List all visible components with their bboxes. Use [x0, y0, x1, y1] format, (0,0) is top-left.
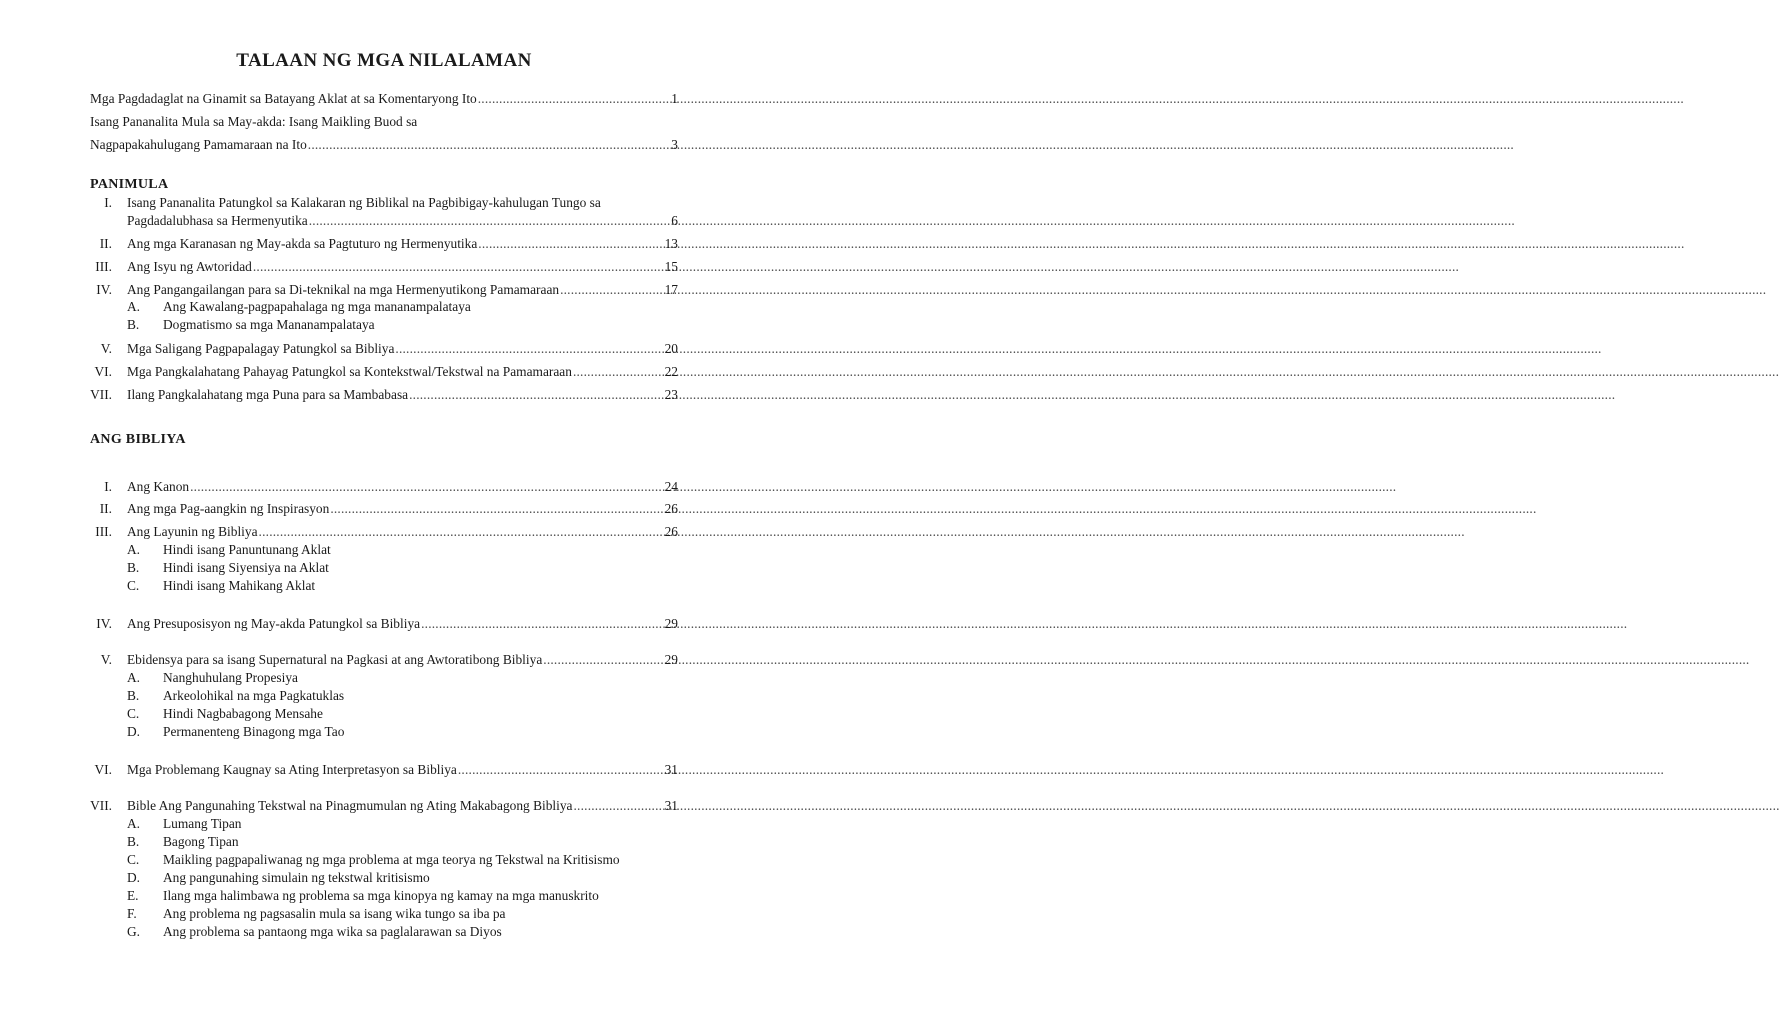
toc-entry-text: Ang mga Pag-aangkin ng Inspirasyon — [127, 501, 330, 516]
toc-sub-entry: Dogmatismo sa mga Mananampalataya — [163, 317, 375, 332]
toc-entry-panimula-7 — [127, 386, 678, 404]
toc-sub-letter: C. — [127, 852, 140, 867]
toc-sub-entry: Ang pangunahing simulain ng tekstwal kritisismo — [163, 870, 430, 885]
toc-item-number: II. — [99, 501, 112, 516]
toc-item-number: V. — [100, 341, 112, 356]
toc-page-number: 31 — [664, 798, 678, 813]
toc-page-number: 26 — [664, 524, 678, 539]
toc-entry-text: Mga Pagdadaglat na Ginamit sa Batayang Aklat at sa Komentaryong Ito — [90, 91, 477, 106]
toc-item-number: III. — [95, 259, 112, 274]
toc-entry-bibliya-1 — [127, 478, 678, 496]
toc-entry-panimula-6 — [127, 363, 678, 381]
toc-sub-entry: Permanenteng Binagong mga Tao — [163, 724, 345, 739]
dot-leader — [309, 212, 665, 230]
dot-leader — [478, 235, 663, 253]
section-heading-bibliya: ANG BIBLIYA — [90, 432, 186, 447]
toc-sub-entry: Ilang mga halimbawa ng problema sa mga kinopya ng kamay na mga manuskrito — [163, 888, 599, 903]
toc-sub-entry: Ang problema sa pantaong mga wika sa paglalarawan sa Diyos — [163, 924, 502, 939]
toc-page-number: 6 — [671, 213, 678, 228]
dot-leader — [253, 258, 664, 276]
toc-entry-bibliya-2 — [127, 500, 678, 518]
toc-entry-text: Ang Layunin ng Bibliya — [127, 524, 258, 539]
toc-entry-text: Ebidensya para sa isang Supernatural na Pagkasi at ang Awtoratibong Bibliya — [127, 652, 543, 667]
toc-sub-letter: C. — [127, 578, 140, 593]
document-page — [0, 0, 768, 1024]
toc-entry-text: Mga Pangkalahatang Pahayag Patungkol sa Kontekstwal/Tekstwal na Pamamaraan — [127, 364, 572, 379]
toc-item-number: I. — [104, 195, 112, 210]
toc-entry-panimula-3 — [127, 258, 678, 276]
toc-sub-letter: F. — [127, 906, 137, 921]
toc-sub-letter: D. — [127, 870, 141, 885]
toc-sub-entry: Nanghuhulang Propesiya — [163, 670, 298, 685]
dot-leader — [409, 386, 664, 404]
dot-leader — [190, 478, 664, 496]
toc-entry-panimula-1 — [127, 212, 678, 230]
toc-entry-text: Mga Saligang Pagpapalagay Patungkol sa Bibliya — [127, 341, 395, 356]
toc-sub-letter: A. — [127, 542, 141, 557]
toc-sub-letter: A. — [127, 670, 141, 685]
dot-leader — [259, 523, 664, 541]
dot-leader — [308, 136, 665, 154]
toc-entry-text: Ang Kanon — [127, 479, 190, 494]
toc-entry-bibliya-7 — [127, 797, 678, 815]
dot-leader — [395, 340, 663, 358]
toc-item-number: V. — [100, 652, 112, 667]
dot-leader — [560, 281, 664, 299]
section-heading-panimula: PANIMULA — [90, 177, 169, 192]
toc-entry-panimula-4 — [127, 281, 678, 299]
toc-sub-letter: B. — [127, 834, 140, 849]
toc-entry-foreword — [90, 136, 678, 154]
toc-page-number: 31 — [664, 762, 678, 777]
toc-page-number: 3 — [671, 137, 678, 152]
toc-entry-text: Ang Presuposisyon ng May-akda Patungkol sa Bibliya — [127, 616, 421, 631]
dot-leader — [573, 363, 664, 381]
toc-item-number: VI. — [94, 364, 112, 379]
toc-sub-entry: Hindi isang Siyensiya na Aklat — [163, 560, 329, 575]
toc-sub-letter: C. — [127, 706, 140, 721]
toc-entry-text: Ang Isyu ng Awtoridad — [127, 259, 252, 274]
toc-item-number: III. — [95, 524, 112, 539]
page-title: TALAAN NG MGA NILALAMAN — [236, 50, 532, 71]
toc-page-number: 29 — [664, 652, 678, 667]
toc-sub-letter: A. — [127, 299, 141, 314]
toc-entry-foreword-line1: Isang Pananalita Mula sa May-akda: Isang Maikling Buod sa — [90, 114, 418, 129]
toc-entry-bibliya-3 — [127, 523, 678, 541]
dot-leader — [478, 90, 665, 108]
toc-entry-bibliya-4 — [127, 615, 678, 633]
toc-sub-entry: Arkeolohikal na mga Pagkatuklas — [163, 688, 345, 703]
toc-sub-entry: Ang Kawalang-pagpapahalaga ng mga mananampalataya — [163, 299, 471, 314]
toc-entry-text: Nagpapakahulugang Pamamaraan na Ito — [90, 137, 307, 152]
toc-sub-letter: B. — [127, 560, 140, 575]
toc-entry-text: Ilang Pangkalahatang mga Puna para sa Mambabasa — [127, 387, 409, 402]
toc-page-number: 29 — [664, 616, 678, 631]
toc-sub-entry: Hindi isang Mahikang Aklat — [163, 578, 316, 593]
toc-sub-entry: Ang problema ng pagsasalin mula sa isang wika tungo sa iba pa — [163, 906, 506, 921]
toc-entry-text: Ang mga Karanasan ng May-akda sa Pagtuturo ng Hermenyutika — [127, 236, 478, 251]
toc-page-number: 15 — [664, 259, 678, 274]
toc-page-number: 13 — [664, 236, 678, 251]
toc-page-number: 23 — [664, 387, 678, 402]
dot-leader — [421, 615, 664, 633]
dot-leader — [574, 797, 664, 815]
toc-page-number: 20 — [664, 341, 678, 356]
toc-sub-letter: B. — [127, 317, 140, 332]
toc-item-number: IV. — [96, 282, 112, 297]
toc-item-number: VII. — [90, 798, 112, 813]
toc-entry-text: Mga Problemang Kaugnay sa Ating Interpretasyon sa Bibliya — [127, 762, 457, 777]
toc-item-number: I. — [104, 479, 112, 494]
toc-entry-bibliya-6 — [127, 761, 678, 779]
toc-sub-entry: Maikling pagpapaliwanag ng mga problema at mga teorya ng Tekstwal na Kritisismo — [163, 852, 620, 867]
toc-sub-entry: Bagong Tipan — [163, 834, 239, 849]
toc-item-number: VI. — [94, 762, 112, 777]
toc-entry-text: Bible Ang Pangunahing Tekstwal na Pinagmumulan ng Ating Makabagong Bibliya — [127, 798, 573, 813]
toc-sub-letter: D. — [127, 724, 141, 739]
dot-leader — [330, 500, 663, 518]
toc-sub-entry: Lumang Tipan — [163, 816, 242, 831]
toc-entry-abbreviations — [90, 90, 678, 108]
toc-page-number: 26 — [664, 501, 678, 516]
toc-sub-letter: B. — [127, 688, 140, 703]
dot-leader — [543, 651, 663, 669]
toc-item-number: VII. — [90, 387, 112, 402]
toc-entry-text-line1: Isang Pananalita Patungkol sa Kalakaran ng Biblikal na Pagbibigay-kahulugan Tungo sa — [127, 195, 601, 210]
toc-sub-entry: Hindi isang Panuntunang Aklat — [163, 542, 331, 557]
dot-leader — [458, 761, 664, 779]
toc-item-number: IV. — [96, 616, 112, 631]
toc-sub-letter: A. — [127, 816, 141, 831]
toc-sub-letter: G. — [127, 924, 141, 939]
toc-entry-text: Ang Pangangailangan para sa Di-teknikal na mga Hermenyutikong Pamamaraan — [127, 282, 560, 297]
toc-page-number: 24 — [664, 479, 678, 494]
toc-sub-entry: Hindi Nagbabagong Mensahe — [163, 706, 323, 721]
toc-entry-text: Pagdadalubhasa sa Hermenyutika — [127, 213, 308, 228]
toc-page-number: 17 — [664, 282, 678, 297]
toc-page-number: 1 — [671, 91, 678, 106]
toc-entry-panimula-2 — [127, 235, 678, 253]
toc-entry-bibliya-5 — [127, 651, 678, 669]
toc-page-number: 22 — [664, 364, 678, 379]
toc-entry-panimula-5 — [127, 340, 678, 358]
toc-item-number: II. — [99, 236, 112, 251]
toc-sub-letter: E. — [127, 888, 139, 903]
